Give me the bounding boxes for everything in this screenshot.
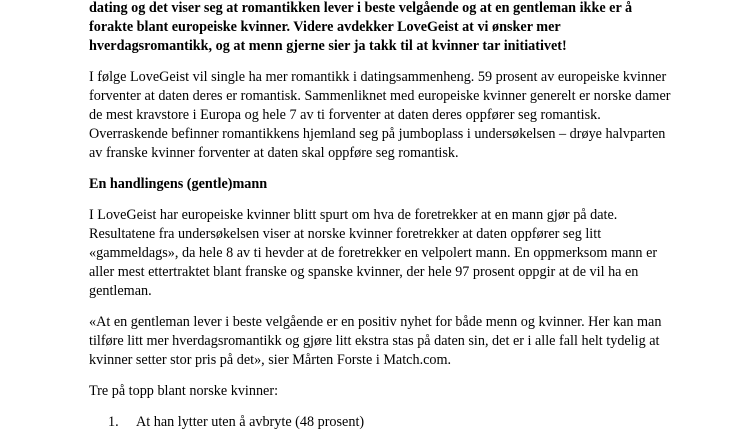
section-heading: En handlingens (gentle)mann bbox=[89, 176, 268, 192]
paragraph-line: de mest kravstore i Europa og hele 7 av ti forventer at daten deres oppfører seg romantisk. bbox=[89, 107, 601, 123]
quote-line: tilføre litt mer hverdagsromantikk og gjøre litt ekstra stas på daten sin, det er i alle fall helt tydelig at bbox=[89, 333, 660, 349]
list-intro: Tre på topp blant norske kvinner: bbox=[89, 383, 279, 399]
list-item bbox=[89, 413, 689, 432]
paragraph-line: aller mest ettertraktet blant franske og spanske kvinner, der hele 97 prosent oppgir at de vil ha en bbox=[89, 264, 639, 280]
intro-line: forakte blant europeiske kvinner. Videre avdekker LoveGeist at vi ønsker mer bbox=[89, 19, 561, 35]
paragraph-line: av franske kvinner forventer at daten skal oppføre seg romantisk. bbox=[89, 145, 459, 161]
list-item-text: At han lytter uten å avbryte (48 prosent) bbox=[136, 414, 365, 430]
list-item-number: 1. bbox=[108, 414, 119, 430]
intro-line: hverdagsromantikk, og at menn gjerne sier ja takk til at kvinner tar initiativet! bbox=[89, 38, 567, 54]
top-three-list bbox=[89, 413, 689, 432]
document-body bbox=[89, 0, 689, 432]
quote-line: «At en gentleman lever i beste velgående er en positiv nyhet for både menn og kvinner. Her kan man bbox=[89, 314, 662, 330]
intro-paragraph bbox=[89, 0, 689, 56]
paragraph-line: Overraskende befinner romantikkens hjemland seg på jumboplass i undersøkelsen – drøye halvparten bbox=[89, 126, 666, 142]
romance-expectations-paragraph bbox=[89, 68, 689, 163]
paragraph-line: Resultatene fra undersøkelsen viser at norske kvinner foretrekker at daten oppfører seg litt bbox=[89, 226, 602, 242]
quote-line: kvinner setter stor pris på det», sier Mårten Forste i Match.com. bbox=[89, 352, 452, 368]
paragraph-line: I følge LoveGeist vil single ha mer romantikk i datingsammenheng. 59 prosent av europeiske kvinner bbox=[89, 69, 667, 85]
paragraph-line: I LoveGeist har europeiske kvinner blitt spurt om hva de foretrekker at en mann gjør på date. bbox=[89, 207, 618, 223]
quote-paragraph bbox=[89, 313, 689, 370]
paragraph-line: gentleman. bbox=[89, 283, 152, 299]
paragraph-line: forventer at daten deres er romantisk. Sammenliknet med europeiske kvinner generelt er norske damer bbox=[89, 88, 671, 104]
paragraph-line: «gammeldags», da hele 8 av ti hevder at de foretrekker en velpolert mann. En oppmerksom mann er bbox=[89, 245, 658, 261]
gentleman-paragraph bbox=[89, 206, 689, 301]
intro-line: dating og det viser seg at romantikken lever i beste velgående og at en gentleman ikke er å bbox=[89, 0, 633, 16]
